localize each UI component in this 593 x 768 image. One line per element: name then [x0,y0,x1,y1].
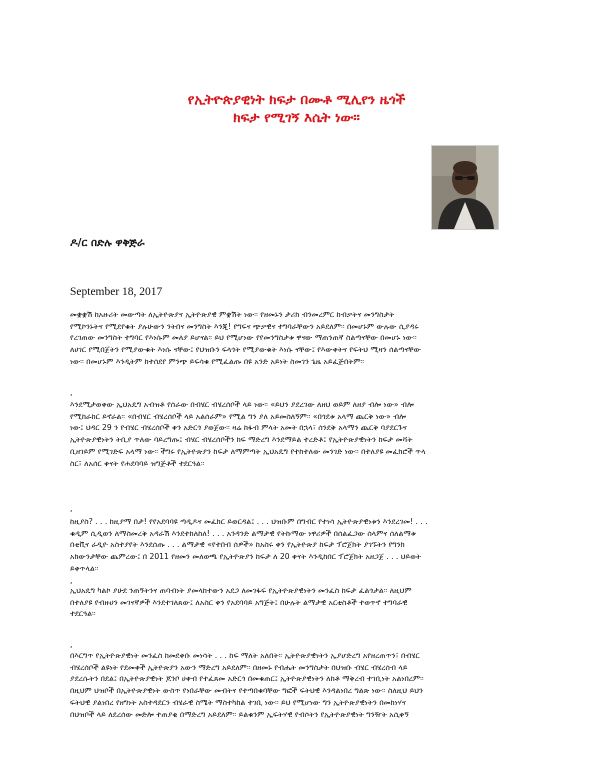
text-line: ኢህአዴግ ካልኮ ያሁደ ንጠኝትንና ጠባብነት ያመላከተውን አደጋ ለመገፋፍ የኢትዮጵያዊነትን መንፈስ ከፍታ ፈልጎታል፡፡ ለዚህም [70,586,412,595]
publish-date: September 18, 2017 [70,286,163,298]
text-line: በተለያዩ የብዙሀን መገናኛዎች እንደተገለጸው፤ ለአስር ቀን የአደባባይ አግጅት፤ በሁሉት ልማታዊ አርቲስቶች ተወጥኖ ተግባራዊ [70,597,408,607]
author-name: ዶ/ር በድሉ ዋቅጅራ [70,237,145,249]
text-line: የሚከራከር ይኖራል፡፡ «በብሄር ብሄረሰቦች ላይ አልሰራም» የሚል ግን ያለ አይመስለኝም፡፡ «በጎደቱ አላማ ጨርቅ ነው» ብሎ [70,411,407,421]
text-line: ይቀጥላል፡፡ [70,563,99,573]
text-line: የረገጠው መንግስት ተግባር የእነሱም መለያ ይሆናል፡፡ ይህ የሚሆነው የየመንግስታቱ ዋናው ማጠንጠኛ ስልጣናቸው በመሆኑ ነው፡፡ [70,333,417,343]
paragraph-1 [70,309,532,368]
text-line: ያደረሱትን በደል፤ በኢትዮጵያዊነት ጆንቦ ሀቀብ የተፈጸመ አድርጎ በመቁጠር፤ ኢትዮጵያዊነትን ለከቶ ማቅረብ ተገቢነት አልነበረም፡፡ [70,674,424,684]
text-line: መቋቋሽ ከአዙሪት መውጣት ለኢትዮጵያና ኢትዮጵያዊ ምቋሽት ነው፡፡ የዘመኑን ታሪክ ብንመረምር ከብቃትና መንግስታት [70,310,395,319]
paragraph-2 [70,399,532,469]
text-line: ለሀገር የሚበጀትን የሚያውቁት እነሱ ናቸው፤ የህዝቡን ፍላጎት የሚያውቁት እነሱ ናቸው፤ የእውቀትና የፍትህ ሚዛን ሰልጣናቸው [70,345,421,355]
text-line: ነው፡፡ በመሆኑም እንዲትም ከተሰደየ ምንጭ ይፍሳቁ የሚፈልጡ በዩ አንድ አይነት ስመገን ጌዜ አይፈጅበትም፡፡ [70,356,365,366]
text-line: ነው፤ ህዳር 29 ን የብሄር ብሄረሰቦች ቀን አድርጎ ያወጀው፡፡ ዛሬ ከፋብ ምላት አመት በኋላ፣ ሰንደቅ አላማን ጨርቅ ባያደርጉና [70,423,407,433]
text-line: ቁዲም ሲዲወን ለማስመረቅ አዳራሽ እንደተከለከለ! . . . አንዳንድ ልማታዊ የትኩማው ነዋሪዎች በሰልፈጋው ሰላምና ሰለልማቱ [70,528,416,538]
paragraph-3 [70,516,532,575]
text-line: ብሄረሰቦች ልዩነት የደመቀች ኢትዮጵያን አውን ማድረግ አይደለም፡፡ በዘመኑ የብሔት መንግስታት በህዝቡ ብሄር ብሄረሰብ ላይ [70,662,408,672]
text-line: ፍትህዊ ያልነበረ የዘግነት አስተዳደርን ብሄራዊ ስሜት ማስተካከል ተገቢ ነው፡፡ ይህ የሚሆነው ግን ኢትዮጵያዊነትን በመከነሃና [70,697,406,707]
text-line: በህዝቦች ላይ ለደረሰው መድሎ ተጠያቂ በማድረግ አይደለም፡፡ ይልቁንም ኢፍትሃዊ የብሶትን የኢትዮጵያዊነት ግንዥት አሲቀኝ [70,709,409,719]
text-line: ስር፣ ለአሰር ቀናት የሐደባባይ ዝግጅቶች ተደርጓል፡፡ [70,458,205,468]
text-line: ተደርጓል፡፡ [70,609,96,619]
text-line: ኢትዮጵያዊነትን ትቢያ ጥለው ባይረግጡ፤ ብሄር ብሄረሰቦችን ከፍ ማድረግ እንደማይል ተረድቶ፤ የኢትዮጵያዊነትን ከፍታ መሻት [70,435,413,445]
text-line: በቲቪና ራዲዮ አስተያየት እንደሰጡ . . . ልማታዊ «የተበብ ሰዎች» ከአስሩ ቀን የኢትዮጵያ ከፍታ ፕሮጀክት ያገኙትን የግንክ [70,540,405,550]
paragraph-4 [70,585,532,620]
text-line: በዚህም ህዝቦች በኢትዮጵያዊነት ውስጥ የነበራቸው መብትና የተጣበቁባቸው ግፎች ፍትህዊ እንዳልነበረ ግልጽ ነው፡፡ ስለዚህ ይህን [70,686,424,696]
text-line: አክውንታቸው ጨምረው፤ በ 2011 የዘመን መለወጫ የኢትዮጵያን ከፍታ ለ 20 ቀናት እንዲከበር ፕሮጀክት አዘጋጀ . . . ህይወት [70,552,421,562]
text-line: በእርግጥ የኢትዮጵያዊነት መንፈስ ከመደቀቡ መነሳት . . . ከፍ ማለት አለበት፡፡ ኢትዮጵያዊነትን ኢያሆድረግ አየዘረጠጥን፣ በብሄር [70,651,420,660]
paragraph-separator: , [70,388,73,397]
text-line: ከዚያስ? . . . ከዚያማ በታ! የየአደባባዩ ጣዲዶና መፈክር ይወርዳል፤ . . . ህዝቡም በግብር የተነሳ ኢትዮጵያዊነቱን እንደረገመ! . . . [70,517,428,526]
paragraph-separator: , [70,640,73,649]
paragraph-separator: , [70,504,73,513]
article-title-line-1: የኢትዮጵያዊነት ክፍታ በሙቶ ሚሊየን ዜጎች [187,92,406,108]
author-portrait-icon [432,146,498,229]
text-line: የሚኮንኑትና የሚደየቁት ያሉሁውን ንትበና መንግስት እንጂ! የግፍና ጭቃዊና ተግባራቸውን አይደለም፡፡ በመሆኑም ውሉው ሲያዳሩ [70,321,419,331]
paragraph-separator: , [70,576,73,585]
author-photo [431,145,499,230]
article-title-line-2: ክፍታ የሚገኝ እሴት ነው፡፡ [233,110,360,126]
text-line: እንደሚታወቀው ኢህአዴግ አብዝቶ የሰራው በብሄር ብሄረሰቦች ላይ ነው፡፡ «ይህን ያደረገው ለዘህ ወይም ለዘያ ብሎ ነው» ብሎ [70,400,414,409]
paragraph-5 [70,650,532,720]
text-line: ቢዘገይም የሚገድፍ አላማ ነው፡፡ ችግሩ የኢትዮጵያን ከፍታ ለማምጣት ኢህአዴግ የተከተለው መንገድ ነው፡፡ በተለያዩ መፈክሮች ጥላ [70,446,426,456]
